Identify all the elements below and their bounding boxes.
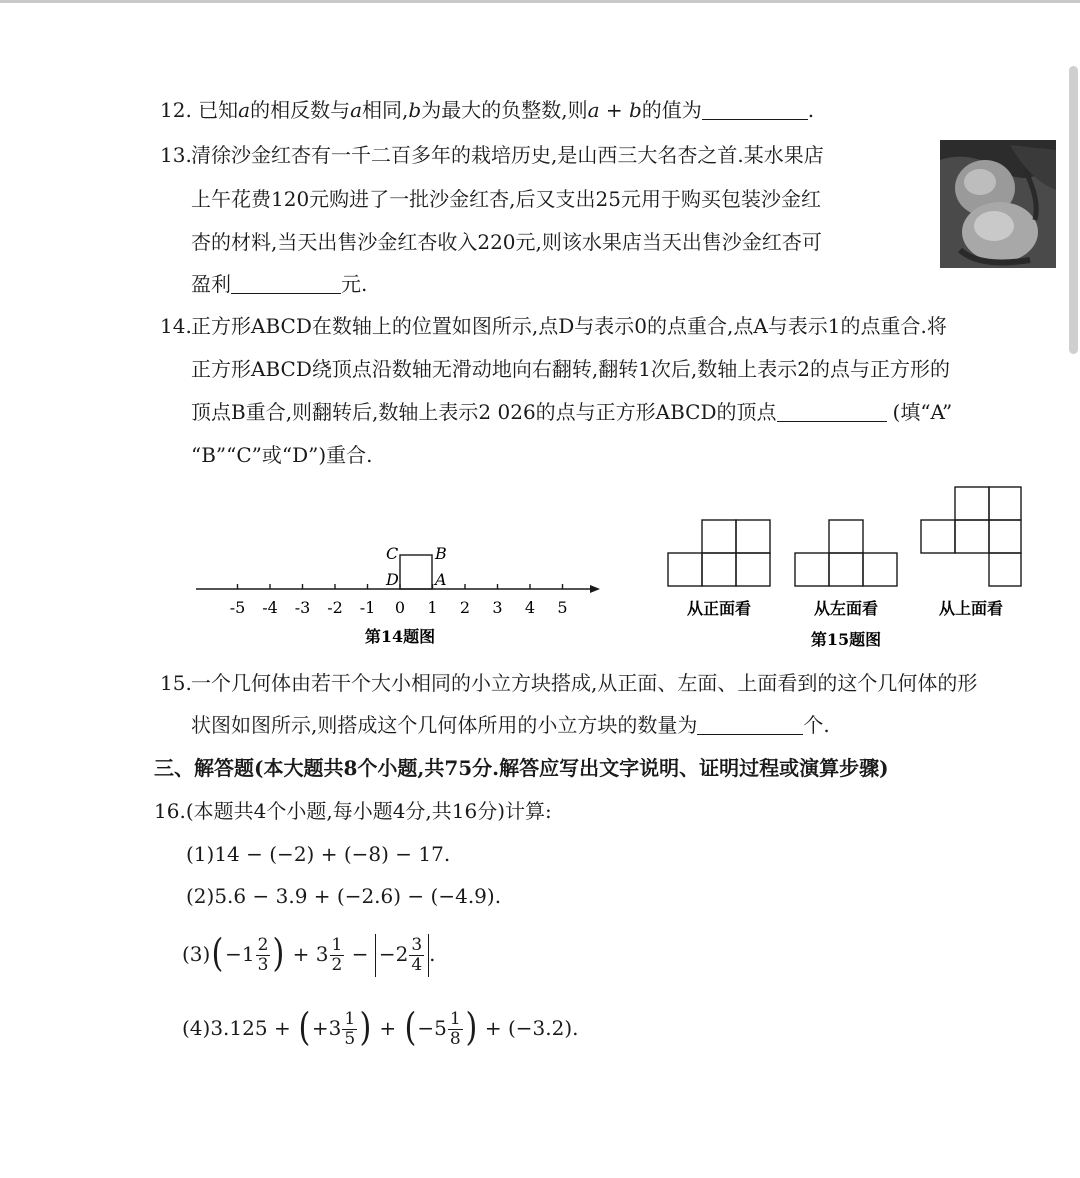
tick-label: -2 [327, 598, 343, 617]
fraction: $\frac{2}{3}$ [257, 935, 269, 975]
figure-15-views [660, 484, 1060, 656]
tick-label: -5 [229, 598, 246, 617]
question-16-part-1: (1)14 − (−2) + (−8) − 17. [186, 842, 451, 866]
operator: + [379, 1016, 397, 1040]
question-12 [160, 96, 814, 124]
text: 盈利 [191, 272, 231, 296]
front-view-label: 从正面看 [686, 599, 752, 618]
text: 状图如图所示,则搭成这个几何体所用的小立方块的数量为 [191, 713, 698, 737]
question-16-part-3: (3)(−1 $\frac{2}{3}$ ) + 3 $\frac{1}{2}$ − −2 $\frac{3}{4}$ . [182, 931, 436, 975]
square-abcd [400, 555, 432, 589]
left-view-label: 从左面看 [813, 599, 879, 618]
tick-label: 1 [427, 598, 438, 617]
scrollbar[interactable] [1069, 66, 1078, 354]
question-number: 15. [160, 671, 192, 695]
figure-14-caption: 第14题图 [364, 627, 436, 646]
question-15-line-2 [191, 711, 830, 739]
question-13-line-4 [191, 270, 367, 298]
text: (填“A” [892, 400, 953, 424]
question-number: 13. [160, 143, 192, 167]
whole-part: −5 [417, 1016, 447, 1040]
axis-arrow-icon [590, 585, 600, 593]
text: 的相反数与 [250, 98, 351, 122]
text: 已知 [198, 98, 239, 122]
apricot-image [940, 140, 1056, 268]
tick-label: -4 [262, 598, 278, 617]
tick-label: 5 [557, 598, 568, 617]
label-d: D [386, 570, 399, 589]
whole-part: −1 [225, 942, 255, 966]
question-16-intro [154, 797, 552, 825]
answer-blank[interactable] [702, 99, 808, 120]
figure-15-caption: 第15题图 [810, 630, 882, 649]
variable-a: a [238, 98, 251, 122]
apricot-photo [940, 140, 1056, 268]
question-13-line-2: 上午花费120元购进了一批沙金红杏,后又支出25元用于购买包装沙金红 [191, 187, 821, 211]
variable-b: b [408, 98, 422, 122]
tick-label: 3 [492, 598, 503, 617]
tick-label: -3 [294, 598, 311, 617]
question-14-line-4: “B”“C”或“D”)重合. [191, 443, 373, 467]
part-label: (4)3.125 + [182, 1016, 291, 1040]
question-number: 14. [160, 314, 192, 338]
expression: a + b [587, 98, 642, 122]
fraction: $\frac{1}{2}$ [331, 935, 343, 975]
absolute-value: −2 $\frac{3}{4}$ [375, 934, 429, 977]
answer-blank[interactable] [231, 273, 341, 294]
text: 个. [803, 713, 830, 737]
left-view [795, 520, 897, 586]
operator: − [351, 942, 369, 966]
answer-blank[interactable] [777, 401, 887, 422]
fraction: $\frac{1}{8}$ [449, 1009, 461, 1049]
text: 顶点B重合,则翻转后,数轴上表示2 026的点与正方形ABCD的顶点 [191, 400, 777, 424]
figure-14-number-line [190, 535, 610, 650]
variable-a: a [350, 98, 363, 122]
tick-label: 2 [459, 598, 471, 617]
top-view [921, 487, 1021, 586]
whole-part: +3 [311, 1016, 342, 1040]
label-b: B [435, 544, 447, 563]
front-view [668, 520, 770, 586]
text: 元. [341, 272, 368, 296]
text: + (−3.2). [484, 1016, 579, 1040]
text: . [429, 942, 436, 966]
question-number: 16. [154, 799, 186, 823]
top-border [0, 0, 1080, 3]
part-label: (3) [182, 942, 211, 966]
question-13-line-1: 清徐沙金红杏有一千二百多年的栽培历史,是山西三大名杏之首.某水果店 [191, 143, 824, 167]
question-number: 12. [160, 98, 192, 122]
label-a: A [435, 570, 447, 589]
tick-label: -1 [359, 598, 376, 617]
question-16-part-4: (4)3.125 + (+3 $\frac{1}{5}$ ) + (−5 $\frac{1}{8}$ ) + (−3.2). [182, 1005, 579, 1049]
text: 的值为 [641, 98, 702, 122]
text: 相同, [362, 98, 409, 122]
tick-label: 4 [524, 598, 536, 617]
tick-label: 0 [394, 598, 406, 617]
question-13-line-3: 杏的材料,当天出售沙金红杏收入220元,则该水果店当天出售沙金红杏可 [191, 230, 822, 254]
question-14-line-3 [191, 398, 952, 426]
question-15-line-1: 一个几何体由若干个大小相同的小立方块搭成,从正面、左面、上面看到的这个几何体的形 [191, 671, 978, 695]
question-14-line-2: 正方形ABCD绕顶点沿数轴无滑动地向右翻转,翻转1次后,数轴上表示2的点与正方形的 [191, 357, 951, 381]
answer-blank[interactable] [697, 714, 803, 735]
text: (本题共4个小题,每小题4分,共16分)计算: [185, 799, 552, 823]
question-14-line-1: 正方形ABCD在数轴上的位置如图所示,点D与表示0的点重合,点A与表示1的点重合.将 [191, 314, 947, 338]
label-c: C [386, 544, 399, 563]
section-3-title: 三、解答题(本大题共8个小题,共75分.解答应写出文字说明、证明过程或演算步骤) [154, 756, 889, 780]
operator: + 3 [292, 942, 329, 966]
top-view-label: 从上面看 [938, 599, 1004, 618]
fraction: $\frac{1}{5}$ [344, 1009, 356, 1049]
text: 为最大的负整数,则 [421, 98, 588, 122]
question-16-part-2: (2)5.6 − 3.9 + (−2.6) − (−4.9). [186, 884, 502, 908]
text: . [807, 98, 815, 122]
